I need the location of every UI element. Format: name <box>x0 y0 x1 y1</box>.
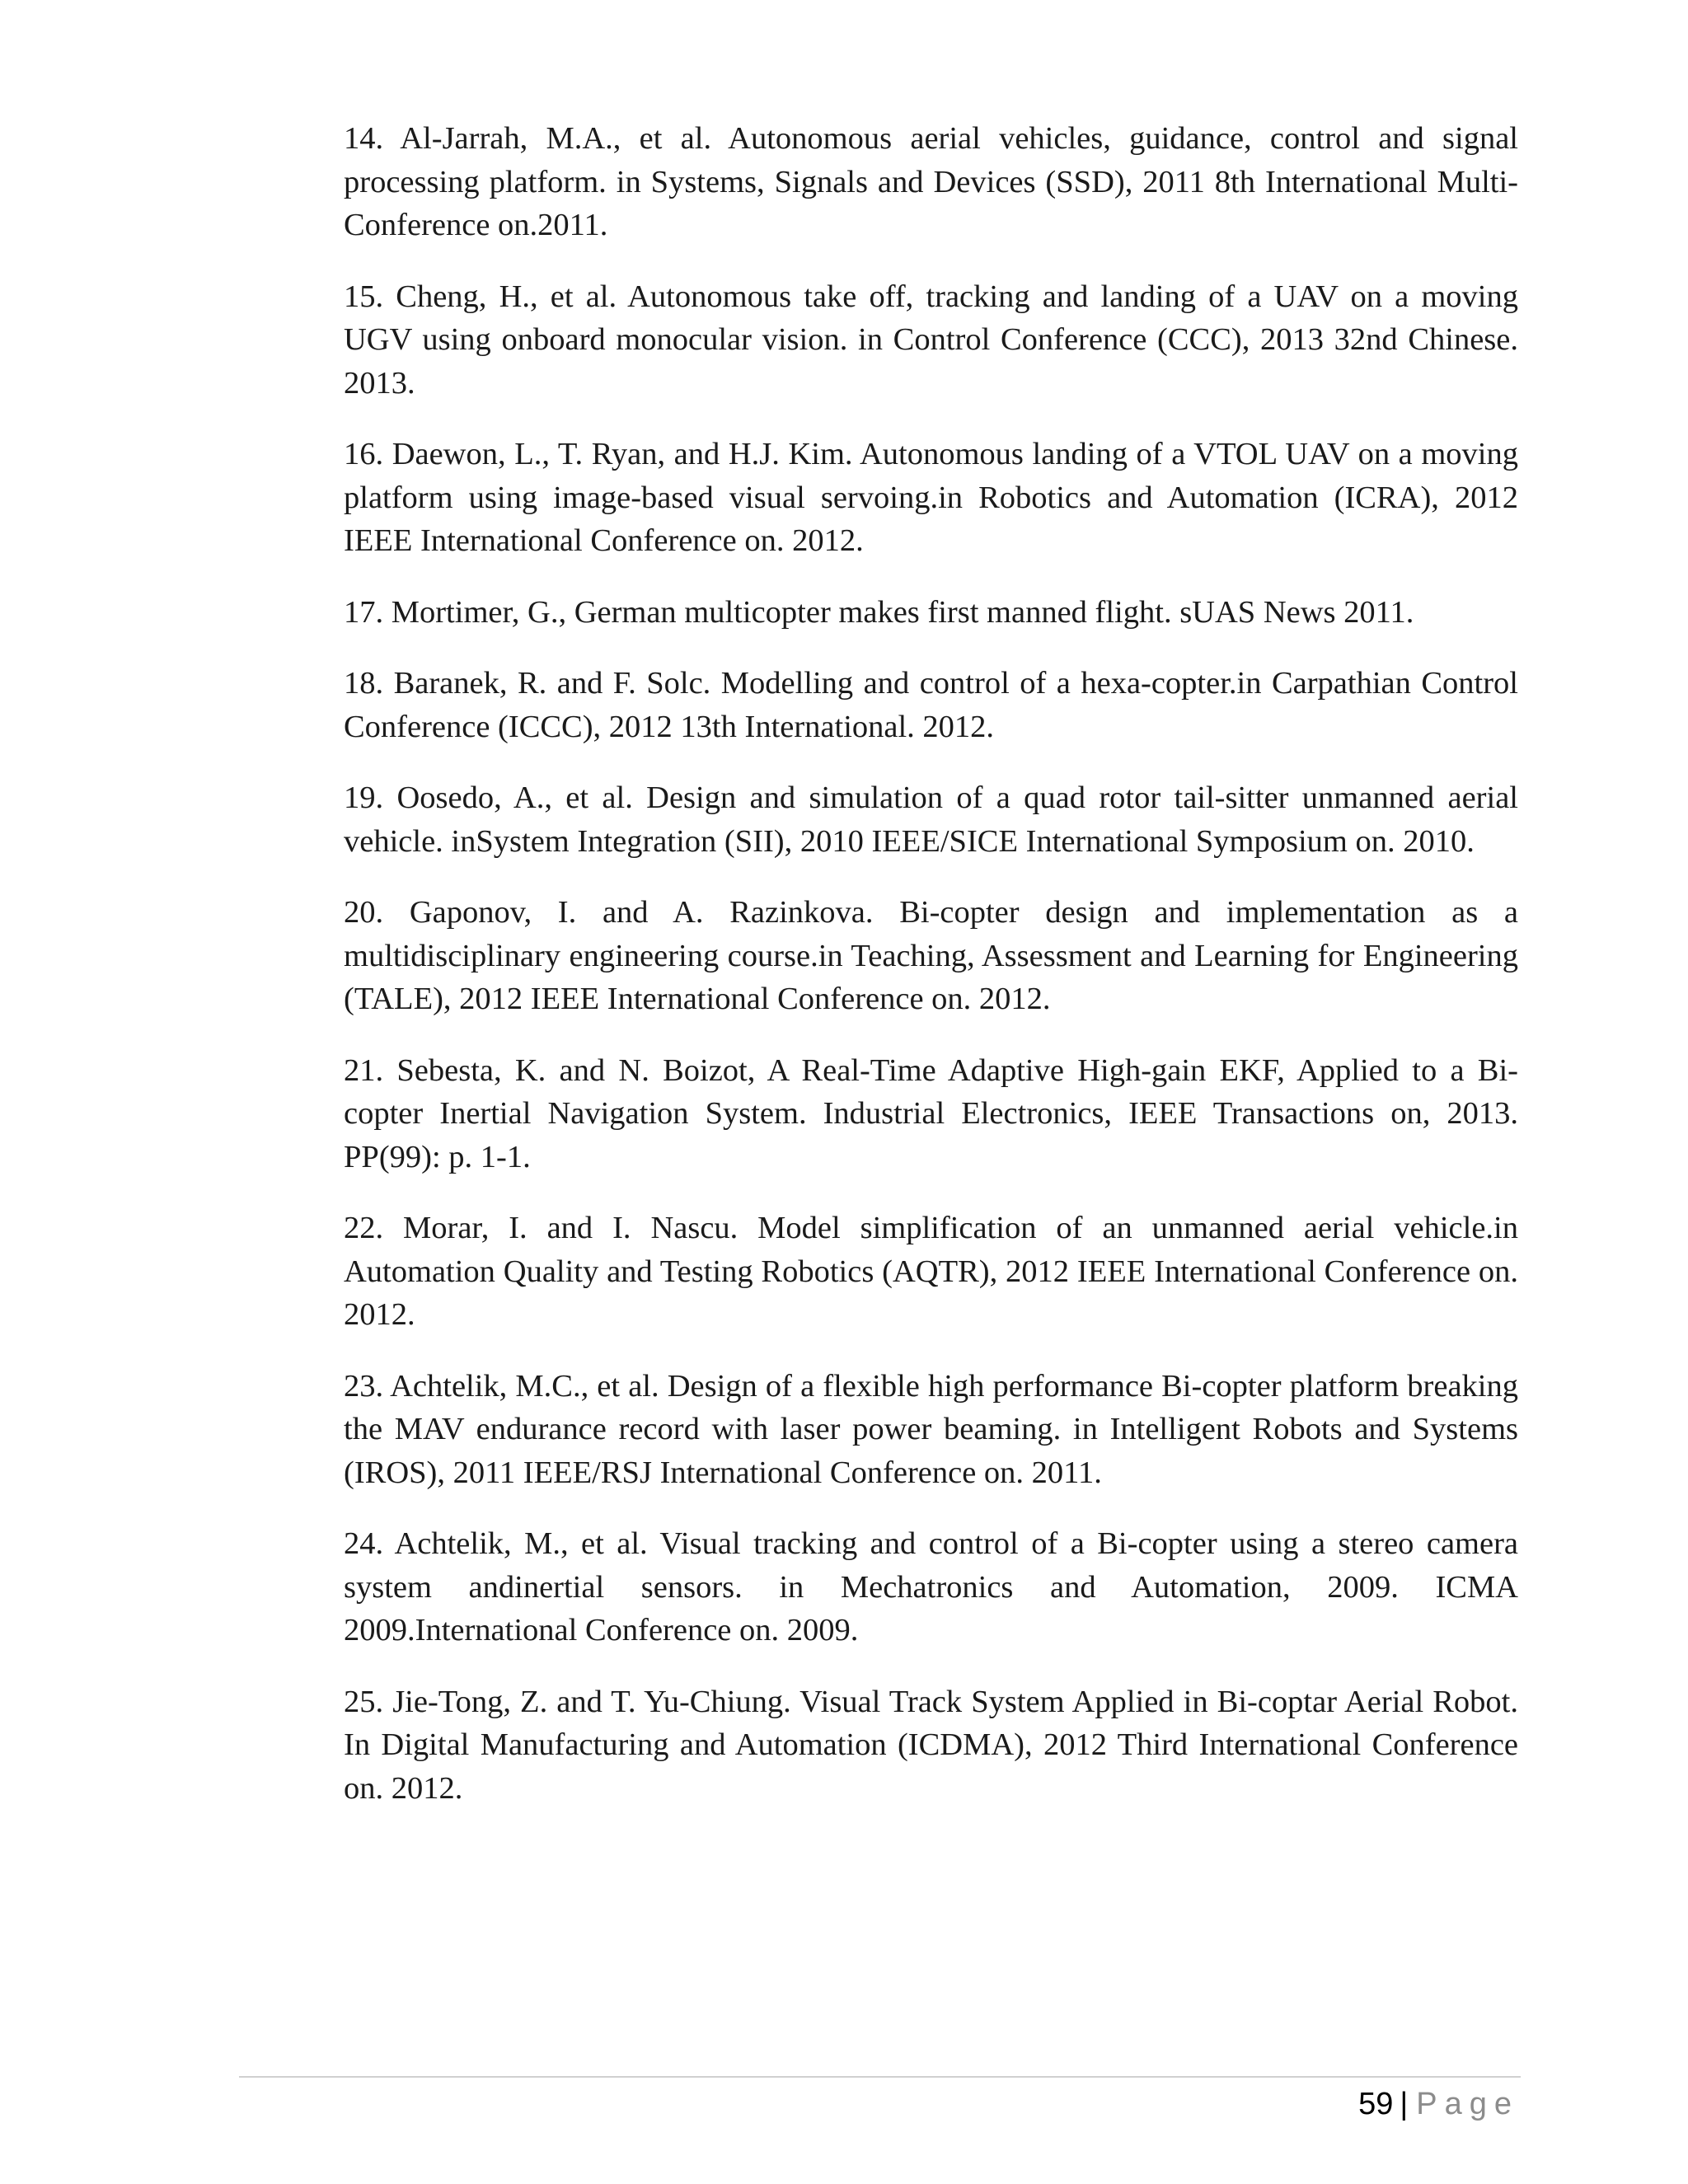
reference-item-23: 23. Achtelik, M.C., et al. Design of a flexible high performance Bi-copter platform breaking the MAV endurance record with laser power beaming. in Intelligent Robots and Systems (IROS), 2011 IEEE/RSJ International Conference on. 2011. <box>344 1368 1518 1490</box>
reference-item-16: 16. Daewon, L., T. Ryan, and H.J. Kim. Autonomous landing of a VTOL UAV on a moving platform using image-based visual servoing.in Robotics and Automation (ICRA), 2012 IEEE International Conference on. 2012. <box>344 437 1518 558</box>
page-label: Page <box>1416 2087 1519 2121</box>
reference-item-19: 19. Oosedo, A., et al. Design and simulation of a quad rotor tail-sitter unmanned aerial vehicle. inSystem Integration (SII), 2010 IEEE/SICE International Symposium on. 2010. <box>344 780 1518 859</box>
page-footer <box>1358 2083 1519 2125</box>
reference-list <box>344 117 1518 1838</box>
reference-item-25: 25. Jie-Tong, Z. and T. Yu-Chiung. Visual Track System Applied in Bi-coptar Aerial Robot. In Digital Manufacturing and Automation (ICDMA), 2012 Third International Conference on. 2012. <box>344 1684 1518 1806</box>
reference-item-17: 17. Mortimer, G., German multicopter makes first manned flight. sUAS News 2011. <box>344 594 1414 630</box>
page-number: 59 <box>1358 2087 1394 2121</box>
reference-item-14: 14. Al-Jarrah, M.A., et al. Autonomous aerial vehicles, guidance, control and signal processing platform. in Systems, Signals and Devices (SSD), 2011 8th International Multi-Conference on.2011. <box>344 121 1518 242</box>
footer-divider <box>239 2076 1521 2078</box>
reference-item-18: 18. Baranek, R. and F. Solc. Modelling and control of a hexa-copter.in Carpathian Control Conference (ICCC), 2012 13th International. 2012. <box>344 666 1518 744</box>
reference-item-24: 24. Achtelik, M., et al. Visual tracking and control of a Bi-copter using a stereo camera system andinertial sensors. in Mechatronics and Automation, 2009. ICMA 2009.International Conference on. 2009. <box>344 1526 1518 1647</box>
reference-item-20: 20. Gaponov, I. and A. Razinkova. Bi-copter design and implementation as a multidisciplinary engineering course.in Teaching, Assessment and Learning for Engineering (TALE), 2012 IEEE International Conference on. 2012. <box>344 895 1518 1016</box>
reference-item-15: 15. Cheng, H., et al. Autonomous take off, tracking and landing of a UAV on a moving UGV using onboard monocular vision. in Control Conference (CCC), 2013 32nd Chinese. 2013. <box>344 279 1518 401</box>
reference-item-22: 22. Morar, I. and I. Nascu. Model simplification of an unmanned aerial vehicle.in Automation Quality and Testing Robotics (AQTR), 2012 IEEE International Conference on. 2012. <box>344 1211 1518 1332</box>
footer-separator: | <box>1400 2087 1409 2121</box>
reference-item-21: 21. Sebesta, K. and N. Boizot, A Real-Time Adaptive High-gain EKF, Applied to a Bi-copter Inertial Navigation System. Industrial Electronics, IEEE Transactions on, 2013. PP(99): p. 1-1. <box>344 1052 1518 1174</box>
